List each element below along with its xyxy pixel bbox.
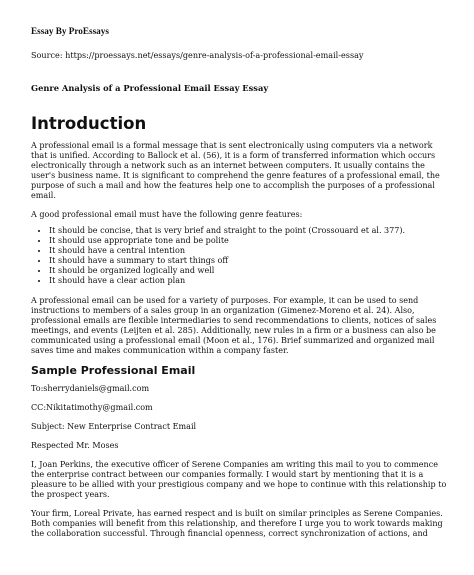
site-title: Essay By ProEssays: [31, 26, 109, 36]
email-body-paragraph-1: I, Joan Perkins, the executive officer of Serene Companies am writing this mail to you to commence the enterprise contract between our companies formally. I would start by mentioning that it is a pleasure to be allied with your prestigious company and we hope to continue with this relationship to the prospect years.: [31, 460, 447, 500]
source-line: Source: https://proessays.net/essays/genre-analysis-of-a-professional-email-essay: [31, 50, 364, 60]
list-item: • It should use appropriate tone and be polite: [49, 236, 405, 246]
list-item: • It should be organized logically and well: [49, 266, 405, 276]
list-item: • It should have a central intention: [49, 246, 405, 256]
email-to-line: To:sherrydaniels@gmail.com: [31, 384, 150, 393]
genre-features-list: [31, 226, 405, 286]
list-item: • It should have a clear action plan: [49, 276, 405, 286]
email-cc-line: CC:Nikitatimothy@gmail.com: [31, 403, 153, 412]
email-subject-line: Subject: New Enterprise Contract Email: [31, 422, 197, 431]
intro-paragraph-2: A good professional email must have the following genre features:: [31, 210, 303, 219]
introduction-heading: Introduction: [31, 114, 147, 133]
list-item: • It should have a summary to start things off: [49, 256, 405, 266]
email-body-paragraph-2: Your firm, Loreal Private, has earned respect and is built on similar principles as Serene Companies. Both companies will benefit from this relationship, and therefore I urge you to work towards making the collaboration successful. Through financial openness, correct synchronization of actions, and: [31, 509, 443, 539]
list-item: • It should be concise, that is very brief and straight to the point (Crossouard et al. 377).: [49, 226, 405, 236]
sample-email-heading: Sample Professional Email: [31, 364, 196, 377]
document-title: Genre Analysis of a Professional Email Essay Essay: [31, 83, 269, 93]
intro-paragraph-3: A professional email can be used for a variety of purposes. For example, it can be used to send instructions to members of a sales group in an organization (Gimenez-Moreno et al. 24). Also, professional emails are flexible intermediaries to send recommendations to clients, notices of sales meetings, and events (Leijten et al. 285). Additionally, new rules in a firm or a business can also be communicated using a professional email (Moon et al., 176). Brief summarized and organized mail saves time and makes communication within a company faster.: [31, 296, 437, 356]
email-greeting: Respected Mr. Moses: [31, 441, 119, 450]
intro-paragraph-1: A professional email is a formal message that is sent electronically using computers via a network that is unified. According to Ballock et al. (56), it is a form of transferred information which occurs electronically through a network such as an internet between computers. It usually contains the user's business name. It is significant to comprehend the genre features of a professional email, the purpose of such a mail and how the features help one to accomplish the purposes of a professional email.: [31, 141, 440, 201]
